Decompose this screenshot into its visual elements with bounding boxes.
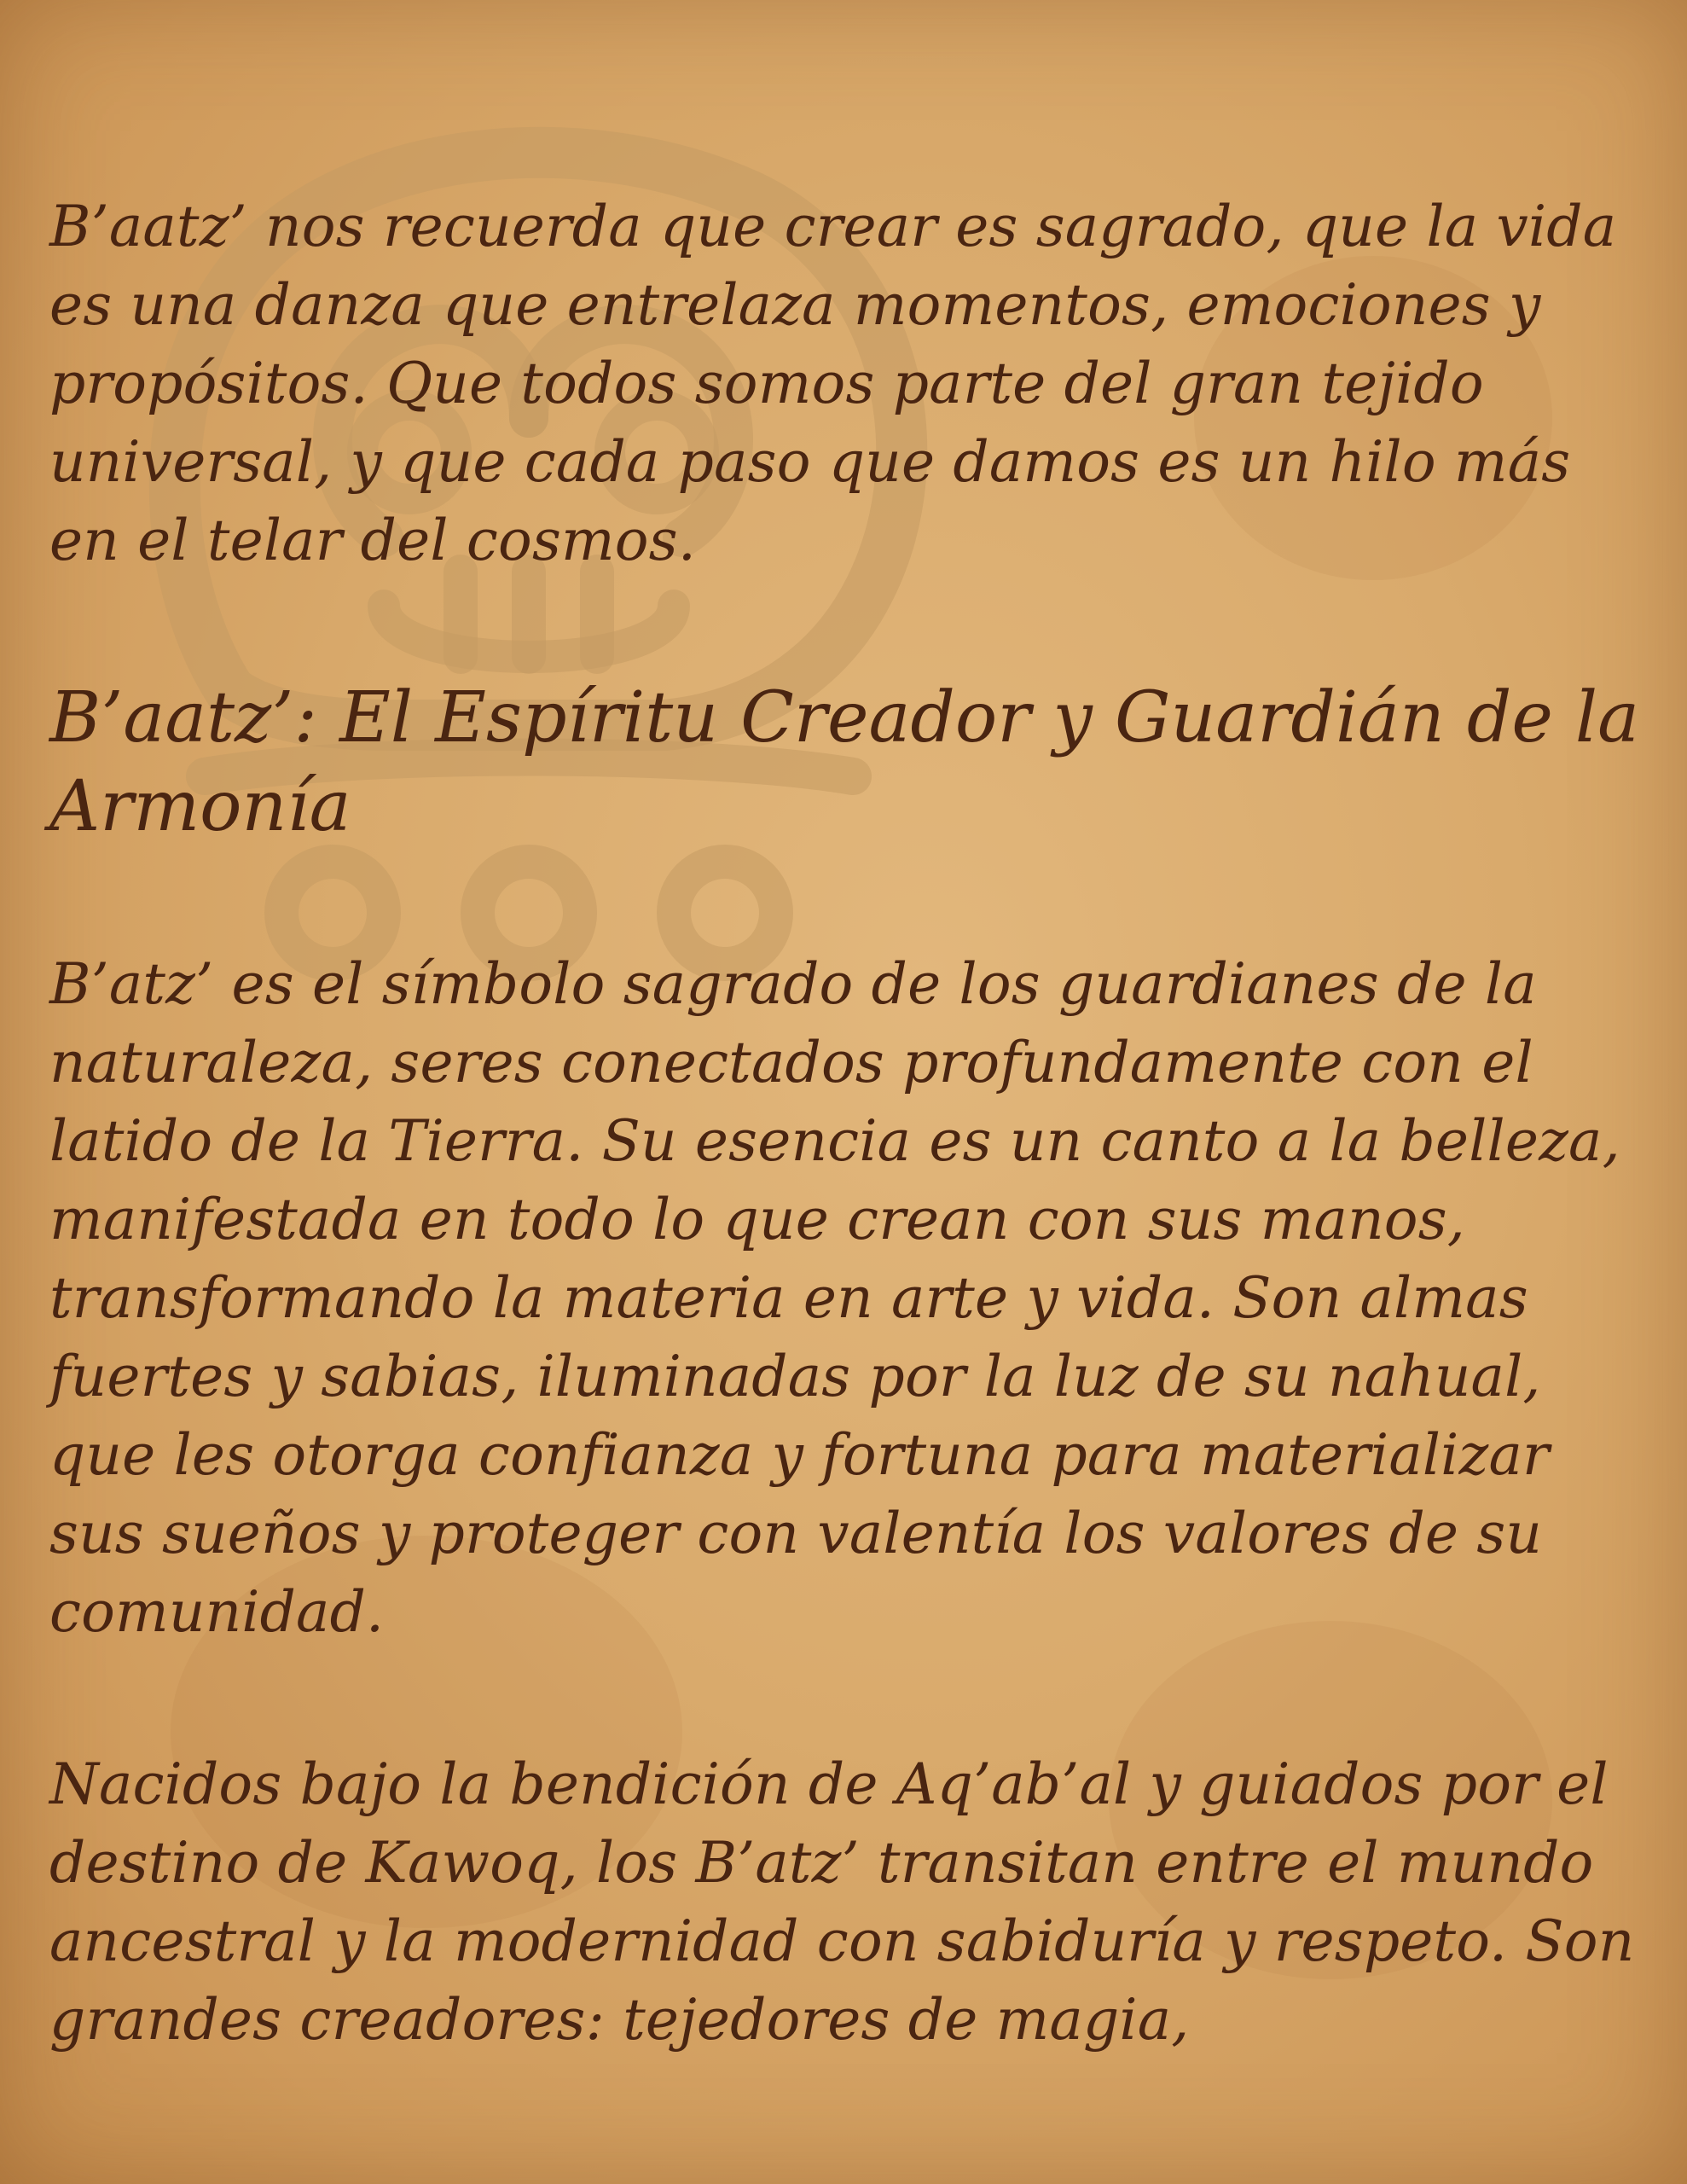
body-paragraph-2: Nacidos bajo la bendición de Aq’ab’al y guiados por el destino de Kawoq, los B’atz’ transitan entre el mundo ancestral y la modernidad con sabiduría y respeto. Son grandes creadores: tejedores de magia,: [49, 1751, 1635, 2053]
document-body: [49, 188, 1653, 2059]
section-heading: B’aatz’: El Espíritu Creador y Guardián de la Armonía: [49, 677, 1640, 847]
body-paragraph-1: B’atz’ es el símbolo sagrado de los guardianes de la naturaleza, seres conectados profundamente con el latido de la Tierra. Su esencia es un canto a la belleza, manifestada en todo lo que crean con sus manos, transformando la materia en arte y vida. Son almas fuertes y sabias, iluminadas por la luz de su nahual, que les otorga confianza y fortuna para materializar sus sueños y proteger con valentía los valores de su comunidad.: [49, 951, 1620, 1645]
intro-paragraph: B’aatz’ nos recuerda que crear es sagrado, que la vida es una danza que entrelaza momentos, emociones y propósitos. Que todos somos parte del gran tejido universal, y que cada paso que damos es un hilo más en el telar del cosmos.: [49, 194, 1617, 573]
